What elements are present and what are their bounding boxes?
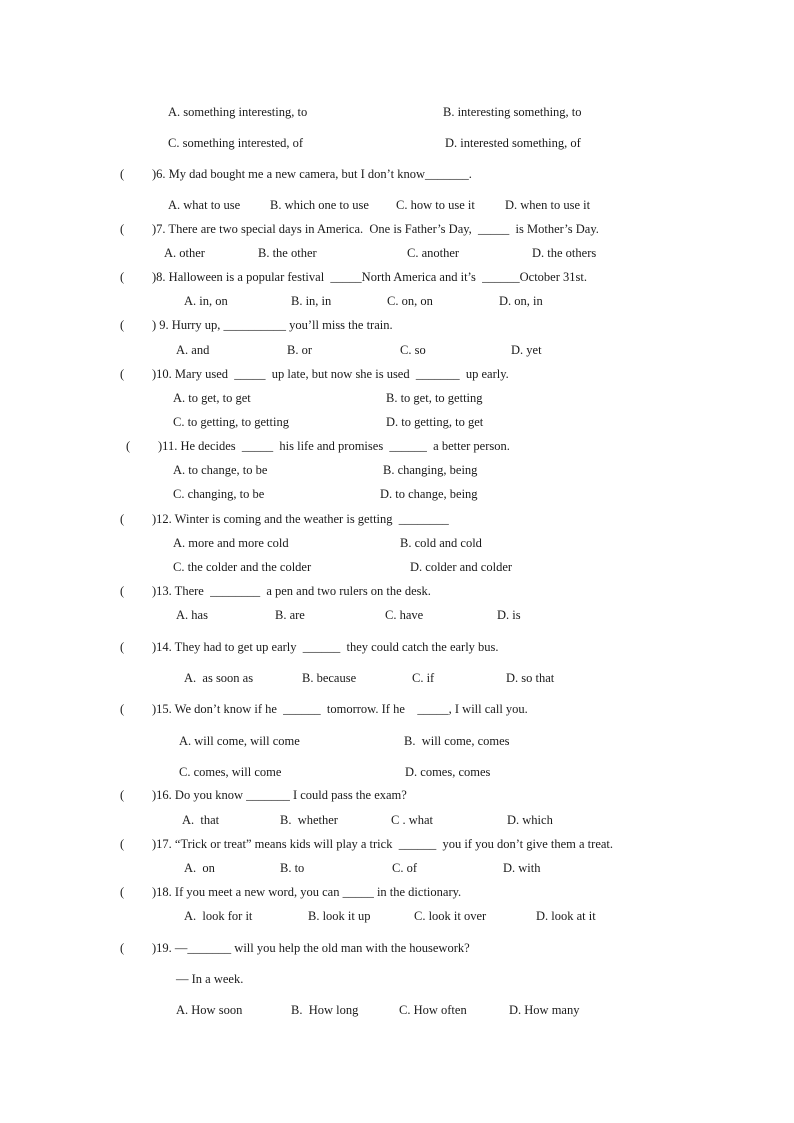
- q16-option-c: C . what: [391, 813, 434, 827]
- q17-answer-paren: (: [120, 837, 125, 851]
- q5-option-c: C. something interested, of: [168, 136, 304, 150]
- q13-answer-paren: (: [120, 584, 125, 598]
- q16-stem: )16. Do you know _______ I could pass the exam?: [152, 788, 407, 802]
- q15-stem: )15. We don’t know if he ______ tomorrow. If he _____, I will call you.: [152, 702, 528, 716]
- q14-option-d: D. so that: [506, 671, 555, 685]
- q19-option-c: C. How often: [399, 1003, 467, 1017]
- q10-answer-paren: (: [120, 367, 125, 381]
- q6-option-b: B. which one to use: [270, 198, 369, 212]
- q11-option-a: A. to change, to be: [173, 463, 268, 477]
- q11-option-b: B. changing, being: [383, 463, 478, 477]
- q8-answer-paren: (: [120, 270, 125, 284]
- q18-option-d: D. look at it: [536, 909, 596, 923]
- q14-option-a: A. as soon as: [184, 671, 254, 685]
- q13-option-b: B. are: [275, 608, 305, 622]
- q6-option-d: D. when to use it: [505, 198, 591, 212]
- q17-option-d: D. with: [503, 861, 541, 875]
- q16-answer-paren: (: [120, 788, 125, 802]
- q10-stem: )10. Mary used _____ up late, but now she is used _______ up early.: [152, 367, 509, 381]
- q15-option-c: C. comes, will come: [179, 765, 282, 779]
- q13-option-a: A. has: [176, 608, 208, 622]
- q11-option-c: C. changing, to be: [173, 487, 265, 501]
- q8-option-a: A. in, on: [184, 294, 228, 308]
- q15-option-a: A. will come, will come: [179, 734, 300, 748]
- q9-option-d: D. yet: [511, 343, 542, 357]
- q17-option-c: C. of: [392, 861, 417, 875]
- q17-stem: )17. “Trick or treat” means kids will play a trick ______ you if you don’t give them a treat.: [152, 837, 614, 851]
- q17-option-b: B. to: [280, 861, 305, 875]
- q12-option-d: D. colder and colder: [410, 560, 513, 574]
- q12-answer-paren: (: [120, 512, 125, 526]
- q17-option-a: A. on: [184, 861, 215, 875]
- q12-option-a: A. more and more cold: [173, 536, 289, 550]
- q9-stem: ) 9. Hurry up, __________ you’ll miss the train.: [152, 318, 393, 332]
- q14-option-c: C. if: [412, 671, 435, 685]
- q8-option-b: B. in, in: [291, 294, 332, 308]
- q18-stem: )18. If you meet a new word, you can _____ in the dictionary.: [152, 885, 462, 899]
- q11-option-d: D. to change, being: [380, 487, 478, 501]
- q5-option-b: B. interesting something, to: [443, 105, 582, 119]
- q7-option-a: A. other: [164, 246, 205, 260]
- q18-option-c: C. look it over: [414, 909, 487, 923]
- q16-option-a: A. that: [182, 813, 220, 827]
- q7-answer-paren: (: [120, 222, 125, 236]
- q14-option-b: B. because: [302, 671, 357, 685]
- q19-reply: — In a week.: [176, 972, 244, 986]
- q10-option-b: B. to get, to getting: [386, 391, 483, 405]
- q16-option-b: B. whether: [280, 813, 338, 827]
- q12-option-c: C. the colder and the colder: [173, 560, 312, 574]
- q11-answer-paren: (: [126, 439, 131, 453]
- q6-stem: )6. My dad bought me a new camera, but I don’t know_______.: [152, 167, 472, 181]
- q19-option-a: A. How soon: [176, 1003, 243, 1017]
- q12-option-b: B. cold and cold: [400, 536, 482, 550]
- q13-option-c: C. have: [385, 608, 424, 622]
- q19-answer-paren: (: [120, 941, 125, 955]
- q7-option-b: B. the other: [258, 246, 317, 260]
- q13-stem: )13. There ________ a pen and two rulers on the desk.: [152, 584, 431, 598]
- q18-option-a: A. look for it: [184, 909, 253, 923]
- q7-stem: )7. There are two special days in America. One is Father’s Day, _____ is Mother’s Day.: [152, 222, 599, 236]
- q15-option-b: B. will come, comes: [404, 734, 510, 748]
- q16-option-d: D. which: [507, 813, 553, 827]
- q13-option-d: D. is: [497, 608, 521, 622]
- q9-answer-paren: (: [120, 318, 125, 332]
- q8-option-c: C. on, on: [387, 294, 433, 308]
- q14-answer-paren: (: [120, 640, 125, 654]
- q18-option-b: B. look it up: [308, 909, 371, 923]
- q6-answer-paren: (: [120, 167, 125, 181]
- q19-option-b: B. How long: [291, 1003, 359, 1017]
- q11-stem: )11. He decides _____ his life and promises ______ a better person.: [158, 439, 510, 453]
- q7-option-d: D. the others: [532, 246, 597, 260]
- q9-option-c: C. so: [400, 343, 426, 357]
- q14-stem: )14. They had to get up early ______ they could catch the early bus.: [152, 640, 499, 654]
- q19-stem: )19. —_______ will you help the old man with the housework?: [152, 941, 470, 955]
- q10-option-d: D. to getting, to get: [386, 415, 484, 429]
- q6-option-a: A. what to use: [168, 198, 241, 212]
- q6-option-c: C. how to use it: [396, 198, 475, 212]
- q12-stem: )12. Winter is coming and the weather is getting ________: [152, 512, 449, 526]
- q7-option-c: C. another: [407, 246, 460, 260]
- q9-option-b: B. or: [287, 343, 312, 357]
- q15-answer-paren: (: [120, 702, 125, 716]
- q8-option-d: D. on, in: [499, 294, 543, 308]
- q9-option-a: A. and: [176, 343, 210, 357]
- q5-option-d: D. interested something, of: [445, 136, 581, 150]
- q10-option-c: C. to getting, to getting: [173, 415, 289, 429]
- q15-option-d: D. comes, comes: [405, 765, 491, 779]
- q18-answer-paren: (: [120, 885, 125, 899]
- q19-option-d: D. How many: [509, 1003, 580, 1017]
- q5-option-a: A. something interesting, to: [168, 105, 308, 119]
- q8-stem: )8. Halloween is a popular festival _____North America and it’s ______October 31st.: [152, 270, 587, 284]
- q10-option-a: A. to get, to get: [173, 391, 251, 405]
